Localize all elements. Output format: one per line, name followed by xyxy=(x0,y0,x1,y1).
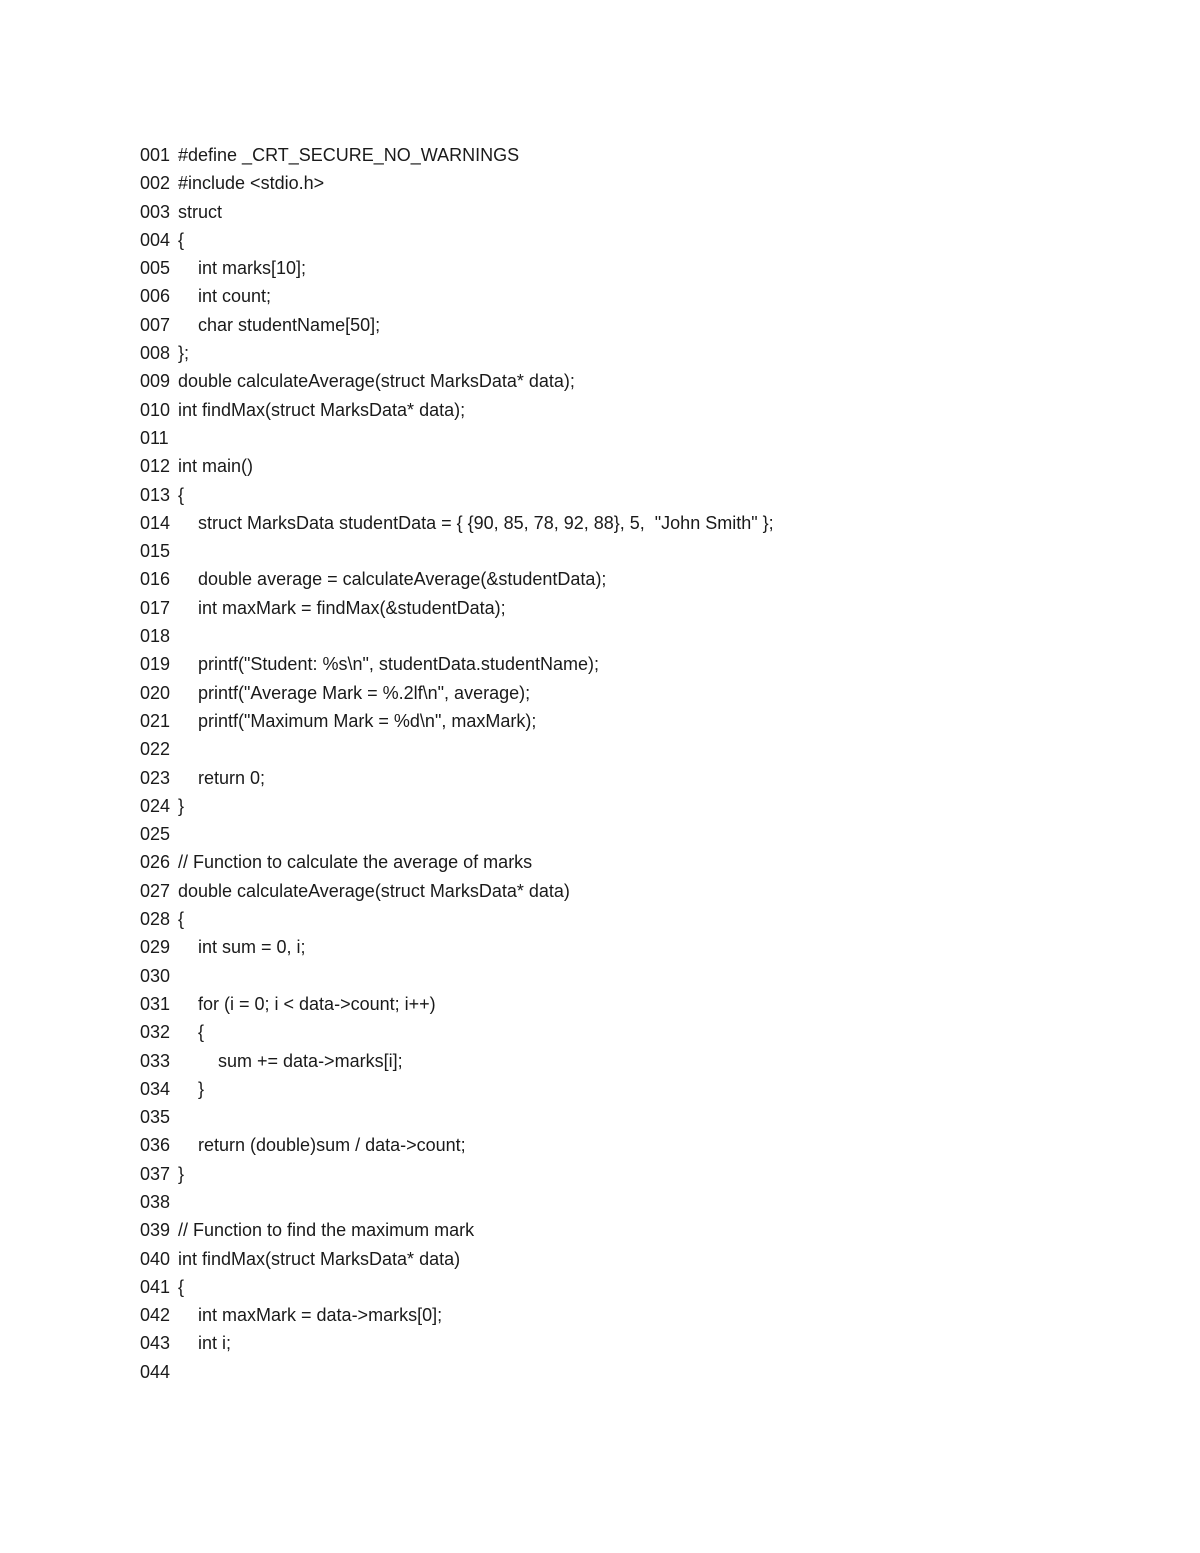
code-line xyxy=(140,1075,1140,1103)
code-listing xyxy=(140,141,1140,1386)
code-line xyxy=(140,594,1140,622)
code-line xyxy=(140,1047,1140,1075)
code-line xyxy=(140,198,1140,226)
line-text: }; xyxy=(178,343,190,364)
code-line xyxy=(140,1301,1140,1329)
code-line xyxy=(140,1216,1140,1244)
line-number: 034 xyxy=(140,1078,171,1099)
line-text: } xyxy=(198,1078,205,1099)
line-number: 012 xyxy=(140,456,171,477)
line-text: } xyxy=(178,1163,185,1184)
line-number: 021 xyxy=(140,710,171,731)
line-text: // Function to calculate the average of marks xyxy=(178,852,533,873)
line-text: int marks[10]; xyxy=(198,258,307,279)
code-line xyxy=(140,622,1140,650)
line-number: 039 xyxy=(140,1220,171,1241)
line-number: 041 xyxy=(140,1276,171,1297)
line-number: 014 xyxy=(140,512,171,533)
code-line xyxy=(140,169,1140,197)
code-line xyxy=(140,254,1140,282)
code-line xyxy=(140,1245,1140,1273)
code-line xyxy=(140,537,1140,565)
line-number: 013 xyxy=(140,484,171,505)
code-line xyxy=(140,848,1140,876)
line-number: 008 xyxy=(140,343,171,364)
code-line xyxy=(140,481,1140,509)
code-line xyxy=(140,311,1140,339)
line-text: int findMax(struct MarksData* data) xyxy=(178,1248,461,1269)
line-text: int findMax(struct MarksData* data); xyxy=(178,399,466,420)
code-line xyxy=(140,1273,1140,1301)
line-number: 019 xyxy=(140,654,171,675)
code-line xyxy=(140,877,1140,905)
line-number: 029 xyxy=(140,937,171,958)
code-line xyxy=(140,339,1140,367)
line-text: printf("Average Mark = %.2lf\n", average); xyxy=(198,682,531,703)
code-line xyxy=(140,679,1140,707)
line-number: 044 xyxy=(140,1361,171,1382)
line-text: for (i = 0; i < data->count; i++) xyxy=(198,993,436,1014)
code-line xyxy=(140,990,1140,1018)
code-line xyxy=(140,1103,1140,1131)
line-number: 003 xyxy=(140,201,171,222)
line-text: printf("Student: %s\n", studentData.studentName); xyxy=(198,654,599,675)
line-text: double average = calculateAverage(&studentData); xyxy=(198,569,607,590)
line-text: { xyxy=(178,1276,185,1297)
code-line xyxy=(140,962,1140,990)
line-text: printf("Maximum Mark = %d\n", maxMark); xyxy=(198,710,537,731)
code-line xyxy=(140,1131,1140,1159)
line-text: int count; xyxy=(198,286,272,307)
code-line xyxy=(140,933,1140,961)
line-number: 043 xyxy=(140,1333,171,1354)
line-number: 006 xyxy=(140,286,171,307)
code-line xyxy=(140,282,1140,310)
code-line xyxy=(140,820,1140,848)
line-number: 016 xyxy=(140,569,171,590)
line-text: { xyxy=(178,909,185,930)
code-line xyxy=(140,905,1140,933)
line-text: double calculateAverage(struct MarksData* data); xyxy=(178,371,575,392)
line-text: struct MarksData studentData = { {90, 85, 78, 92, 88}, 5, "John Smith" }; xyxy=(198,512,774,533)
line-number: 038 xyxy=(140,1191,171,1212)
code-line xyxy=(140,735,1140,763)
code-line xyxy=(140,792,1140,820)
code-line xyxy=(140,452,1140,480)
line-number: 024 xyxy=(140,795,171,816)
line-text: return 0; xyxy=(198,767,266,788)
line-number: 018 xyxy=(140,626,171,647)
line-number: 022 xyxy=(140,739,171,760)
line-text: #include <stdio.h> xyxy=(178,173,325,194)
line-number: 017 xyxy=(140,597,171,618)
code-line xyxy=(140,424,1140,452)
line-text: #define _CRT_SECURE_NO_WARNINGS xyxy=(178,145,520,165)
code-line xyxy=(140,396,1140,424)
line-number: 011 xyxy=(140,427,169,448)
line-text: struct xyxy=(178,201,223,222)
line-number: 028 xyxy=(140,909,171,930)
line-text: { xyxy=(178,229,185,250)
line-number: 027 xyxy=(140,880,171,901)
line-number: 040 xyxy=(140,1248,171,1269)
line-number: 015 xyxy=(140,541,171,562)
line-text: // Function to find the maximum mark xyxy=(178,1220,475,1241)
line-number: 004 xyxy=(140,229,171,250)
line-text: int maxMark = findMax(&studentData); xyxy=(198,597,506,618)
line-text: sum += data->marks[i]; xyxy=(218,1050,403,1071)
line-text: int main() xyxy=(178,456,254,477)
code-line xyxy=(140,707,1140,735)
line-number: 001 xyxy=(140,145,171,165)
line-number: 035 xyxy=(140,1107,171,1128)
line-number: 032 xyxy=(140,1022,171,1043)
line-number: 009 xyxy=(140,371,171,392)
line-number: 031 xyxy=(140,993,171,1014)
line-text: return (double)sum / data->count; xyxy=(198,1135,466,1156)
line-number: 042 xyxy=(140,1305,171,1326)
code-line xyxy=(140,650,1140,678)
code-line xyxy=(140,367,1140,395)
code-line xyxy=(140,1018,1140,1046)
code-line xyxy=(140,1329,1140,1357)
line-text: int sum = 0, i; xyxy=(198,937,306,958)
line-number: 030 xyxy=(140,965,171,986)
line-number: 020 xyxy=(140,682,171,703)
code-line xyxy=(140,1160,1140,1188)
line-number: 005 xyxy=(140,258,171,279)
line-text: } xyxy=(178,795,185,816)
line-number: 023 xyxy=(140,767,171,788)
line-text: { xyxy=(198,1022,205,1043)
line-number: 007 xyxy=(140,314,171,335)
code-line xyxy=(140,509,1140,537)
code-line xyxy=(140,141,1140,169)
line-number: 010 xyxy=(140,399,171,420)
line-number: 033 xyxy=(140,1050,171,1071)
code-line xyxy=(140,565,1140,593)
code-line xyxy=(140,764,1140,792)
code-line xyxy=(140,226,1140,254)
line-text: double calculateAverage(struct MarksData* data) xyxy=(178,880,570,901)
code-line xyxy=(140,1358,1140,1386)
line-number: 025 xyxy=(140,824,171,845)
line-number: 026 xyxy=(140,852,171,873)
line-number: 002 xyxy=(140,173,171,194)
line-number: 037 xyxy=(140,1163,171,1184)
line-text: { xyxy=(178,484,185,505)
line-number: 036 xyxy=(140,1135,171,1156)
line-text: char studentName[50]; xyxy=(198,314,381,335)
code-line xyxy=(140,1188,1140,1216)
line-text: int maxMark = data->marks[0]; xyxy=(198,1305,443,1326)
line-text: int i; xyxy=(198,1333,232,1354)
